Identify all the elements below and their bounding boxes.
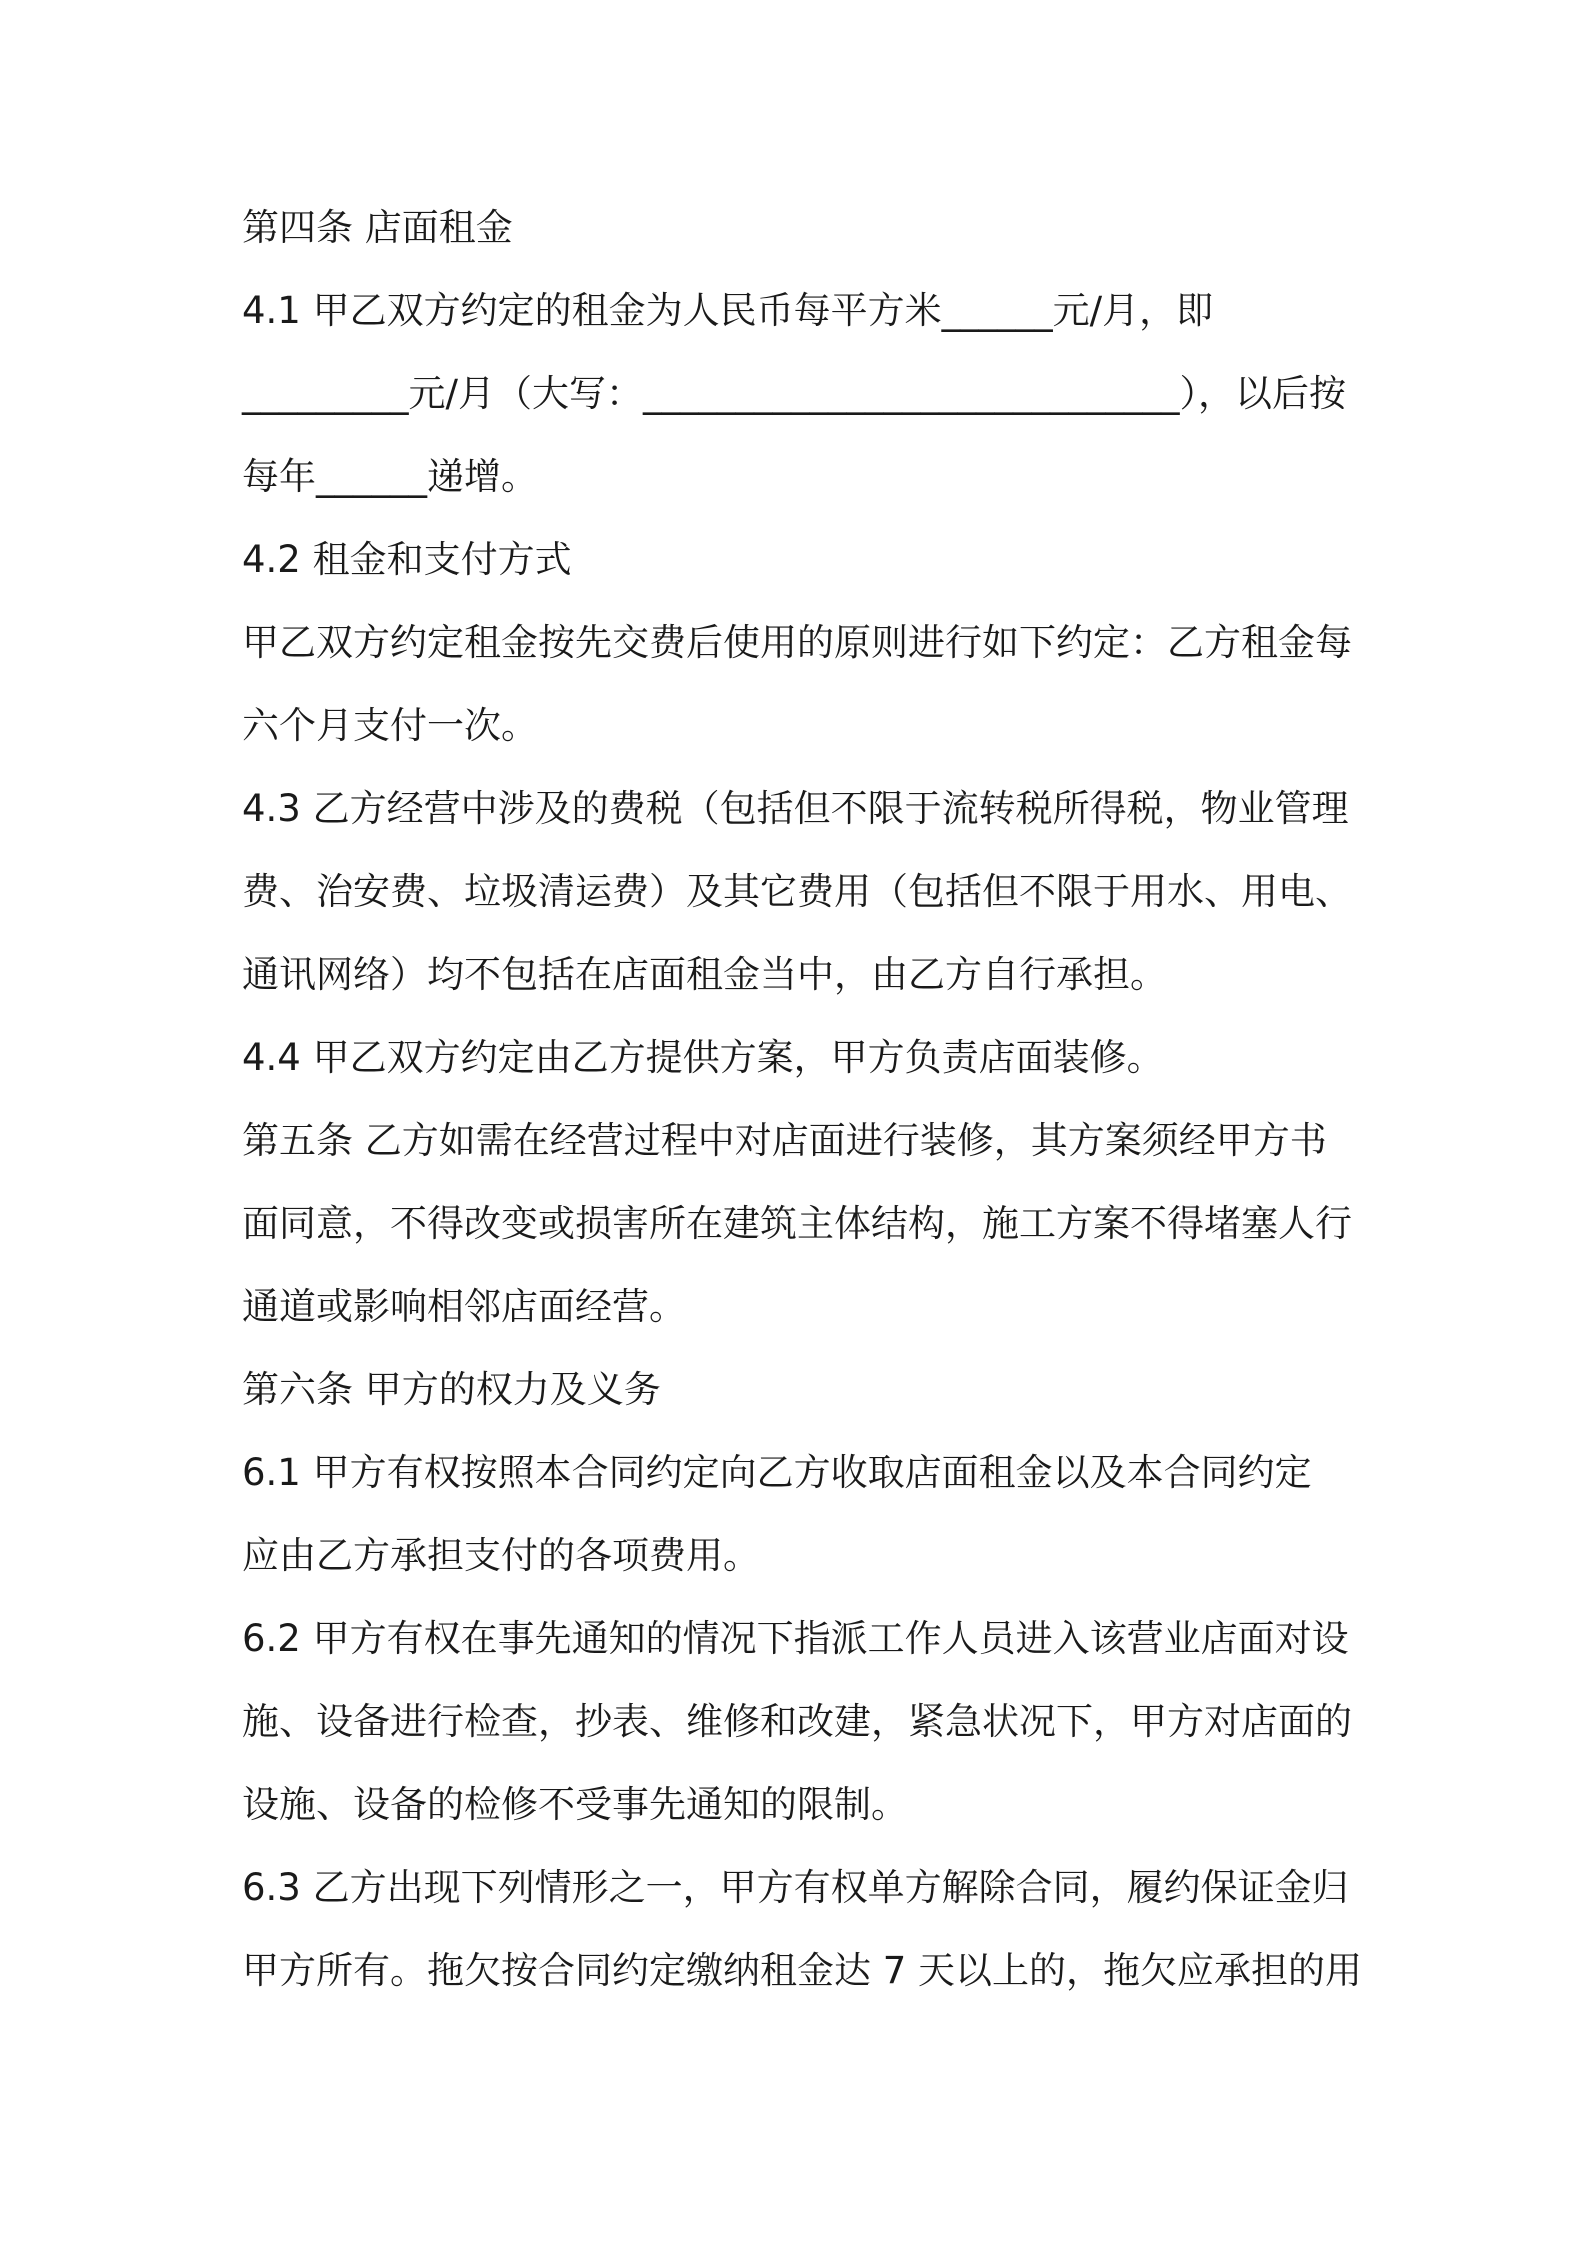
clause-4-1-line-1: 4.1 甲乙双方约定的租金为人民币每平方米______元/月，即 bbox=[242, 289, 1214, 332]
clause-6-3-line-2: 甲方所有。拖欠按合同约定缴纳租金达 7 天以上的，拖欠应承担的用 bbox=[242, 1949, 1363, 1992]
clause-4-3-line-1: 4.3 乙方经营中涉及的费税（包括但不限于流转税所得税，物业管理 bbox=[242, 787, 1349, 830]
clause-6-2-line-2: 施、设备进行检查，抄表、维修和改建，紧急状况下，甲方对店面的 bbox=[242, 1700, 1352, 1743]
clause-6-2-line-1: 6.2 甲方有权在事先通知的情况下指派工作人员进入该营业店面对设 bbox=[242, 1617, 1349, 1660]
clause-6-2-line-3: 设施、设备的检修不受事先通知的限制。 bbox=[242, 1783, 908, 1826]
clause-4-2-line-2: 六个月支付一次。 bbox=[242, 704, 538, 747]
clause-6-1-line-1: 6.1 甲方有权按照本合同约定向乙方收取店面租金以及本合同约定 bbox=[242, 1451, 1312, 1494]
article-5-line-1: 第五条 乙方如需在经营过程中对店面进行装修，其方案须经甲方书 bbox=[242, 1119, 1327, 1162]
clause-4-4-line-1: 4.4 甲乙双方约定由乙方提供方案，甲方负责店面装修。 bbox=[242, 1036, 1164, 1079]
clause-4-1-line-2: _________元/月（大写：_____________________________），以后按 bbox=[242, 372, 1346, 415]
clause-6-3-line-1: 6.3 乙方出现下列情形之一，甲方有权单方解除合同，履约保证金归 bbox=[242, 1866, 1349, 1909]
clause-4-3-line-2: 费、治安费、垃圾清运费）及其它费用（包括但不限于用水、用电、 bbox=[242, 870, 1352, 913]
article-6-heading: 第六条 甲方的权力及义务 bbox=[242, 1368, 661, 1411]
article-5-line-3: 通道或影响相邻店面经营。 bbox=[242, 1285, 686, 1328]
article-4-heading: 第四条 店面租金 bbox=[242, 206, 513, 249]
clause-4-2-heading: 4.2 租金和支付方式 bbox=[242, 538, 572, 581]
clause-4-3-line-3: 通讯网络）均不包括在店面租金当中，由乙方自行承担。 bbox=[242, 953, 1167, 996]
clause-4-2-line-1: 甲乙双方约定租金按先交费后使用的原则进行如下约定：乙方租金每 bbox=[242, 621, 1352, 664]
article-5-line-2: 面同意，不得改变或损害所在建筑主体结构，施工方案不得堵塞人行 bbox=[242, 1202, 1352, 1245]
clause-6-1-line-2: 应由乙方承担支付的各项费用。 bbox=[242, 1534, 760, 1577]
clause-4-1-line-3: 每年______递增。 bbox=[242, 455, 538, 498]
